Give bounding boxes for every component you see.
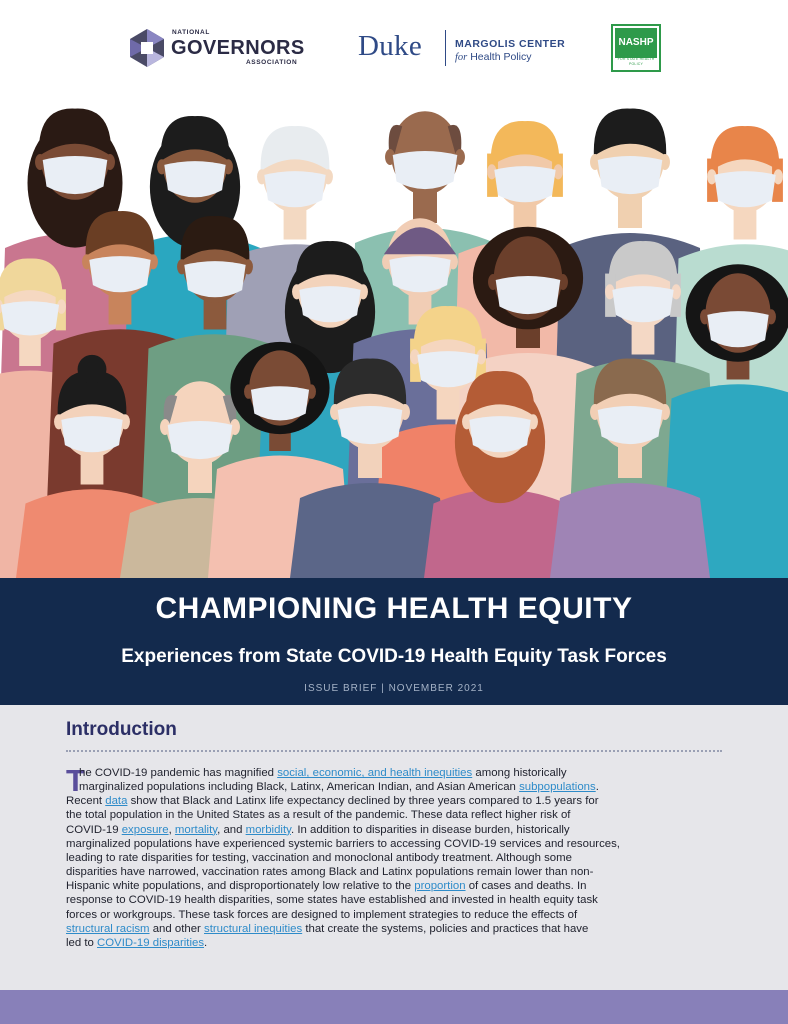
intro-text: COVID-19 — [66, 823, 122, 836]
masked-crowd-illustration — [0, 88, 788, 578]
intro-text: marginalized populations including Black, Latinx, American Indian, and Asian American — [79, 781, 520, 794]
nga-line2: GOVERNORS — [171, 37, 305, 59]
footer-bar — [0, 990, 788, 1024]
face-mask — [612, 286, 673, 322]
face-mask — [89, 256, 150, 292]
intro-line — [66, 922, 726, 936]
intro-line — [66, 851, 726, 865]
face-mask — [1, 301, 59, 335]
intro-text: among historically — [472, 767, 567, 779]
intro-text: response to COVID-19 health disparities, some states have established and invested in health equity task — [66, 894, 598, 907]
nga-logo[interactable] — [128, 26, 318, 72]
intro-text: of cases and deaths. In — [465, 880, 587, 893]
intro-line — [66, 780, 726, 794]
intro-line — [66, 908, 726, 922]
nashp-name: NASHP — [615, 28, 657, 58]
intro-text: , — [168, 823, 175, 836]
person-hair-bun — [78, 355, 107, 384]
intro-text: Recent — [66, 795, 106, 808]
logo-bar — [0, 0, 788, 88]
nga-hexagon-icon — [128, 28, 166, 68]
intro-heading: Introduction — [66, 719, 177, 740]
intro-line — [66, 936, 726, 950]
intro-link[interactable]: mortality — [174, 823, 218, 836]
intro-line — [66, 823, 726, 837]
intro-text: marginalized populations have experienced systemic barriers to accessing COVID-19 services and resources, — [66, 837, 620, 850]
intro-text: leading to rate disparities for testing, vaccination and monoclonal antibody treatment. Although some — [66, 851, 572, 864]
face-mask — [417, 351, 478, 387]
crowd-svg — [0, 88, 788, 578]
intro-text: show that Black and Latinx life expectancy declined by three years compared to 1.5 years for — [127, 795, 599, 808]
face-mask — [707, 311, 768, 347]
face-mask — [496, 276, 561, 314]
duke-logo[interactable]: Duke — [358, 30, 423, 62]
intro-text: . — [204, 936, 208, 949]
intro-link[interactable]: structural inequities — [204, 922, 303, 935]
intro-link[interactable]: data — [105, 795, 128, 808]
face-mask — [61, 416, 122, 452]
intro-body — [66, 763, 726, 950]
intro-link[interactable]: COVID-19 disparities — [97, 936, 205, 949]
page-title: CHAMPIONING HEALTH EQUITY — [155, 592, 633, 625]
face-mask — [469, 416, 530, 452]
intro-text: , and — [217, 823, 246, 836]
intro-link[interactable]: subpopulations — [519, 781, 596, 794]
nashp-logo[interactable] — [611, 24, 661, 72]
intro-link[interactable]: social, economic, and health inequities — [277, 767, 473, 779]
intro-text: that create the systems, policies and practices that have — [302, 922, 589, 935]
intro-text: led to — [66, 936, 98, 949]
face-mask — [251, 386, 309, 420]
intro-text: forces or workgroups. These task forces are designed to implement strategies to reduce the effects of — [66, 908, 578, 921]
intro-line — [66, 865, 726, 879]
face-mask — [714, 171, 775, 207]
intro-text: . — [595, 781, 599, 794]
face-mask — [338, 406, 403, 444]
intro-text: the total population in the United States as a result of the pandemic. These data reflect higher risk of — [66, 809, 571, 822]
intro-text: . In addition to disparities in disease burden, historically — [290, 823, 570, 836]
face-mask — [264, 171, 325, 207]
intro-line — [66, 893, 726, 907]
intro-line — [66, 879, 726, 893]
intro-link[interactable]: proportion — [414, 880, 466, 893]
intro-line — [66, 766, 726, 780]
margolis-for: for — [455, 52, 468, 63]
margolis-center-line2 — [455, 51, 531, 63]
margolis-health-policy: Health Policy — [470, 51, 532, 63]
intro-link[interactable]: morbidity — [245, 823, 291, 836]
intro-line — [66, 837, 726, 851]
intro-text: and other — [149, 922, 205, 935]
face-mask — [184, 261, 245, 297]
intro-link[interactable]: structural racism — [66, 922, 150, 935]
dotted-divider — [66, 750, 722, 752]
logo-divider — [445, 30, 446, 66]
drop-cap: T — [66, 763, 85, 798]
intro-line — [66, 794, 726, 808]
nga-line3: ASSOCIATION — [246, 59, 298, 66]
face-mask — [168, 421, 233, 459]
nga-line1: NATIONAL — [172, 29, 210, 36]
intro-line — [66, 808, 726, 822]
person-body — [550, 483, 710, 578]
face-mask — [598, 406, 663, 444]
face-mask — [389, 256, 450, 292]
issue-line: ISSUE BRIEF | NOVEMBER 2021 — [304, 683, 484, 694]
intro-text: Hispanic white populations, and disproportionately low relative to the — [66, 880, 415, 893]
margolis-center-line1: MARGOLIS CENTER — [455, 38, 566, 50]
face-mask — [494, 166, 555, 202]
nashp-subtext: NATIONAL ACADEMY FOR STATE HEALTH POLICY — [616, 52, 656, 66]
page-subtitle: Experiences from State COVID-19 Health Equity Task Forces — [121, 646, 667, 667]
intro-text: he COVID-19 pandemic has magnified — [79, 767, 278, 779]
face-mask — [43, 156, 108, 194]
face-mask — [299, 286, 360, 322]
face-mask — [598, 156, 663, 194]
intro-text: disparities have narrowed, vaccination rates among Black and Latinx populations remain lower than non- — [66, 866, 594, 879]
face-mask — [393, 151, 458, 189]
intro-link[interactable]: exposure — [121, 823, 169, 836]
face-mask — [164, 161, 225, 197]
